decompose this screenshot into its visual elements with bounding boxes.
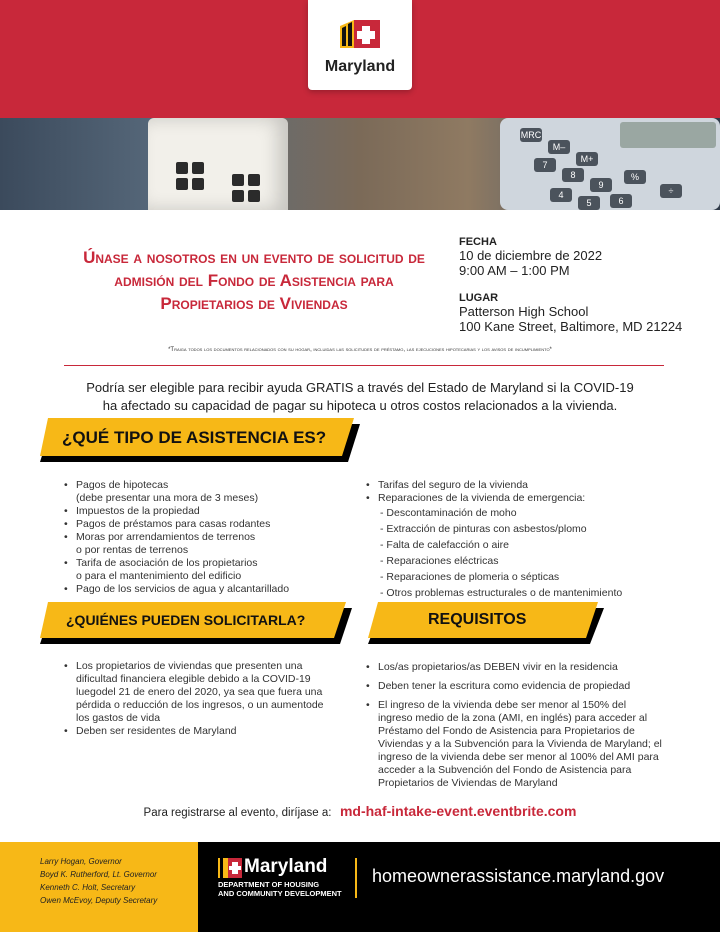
event-title: Únase a nosotros en un evento de solicitud de admisión del Fondo de Asistencia para Propietarios de Viviendas [83,248,425,313]
list-item: • Los propietarios de viviendas que presenten una dificultad financiera elegible debido a la COVID-19 luegodel 21 de enero del 2020, ya sea que fuera una pérdida o reducción de los ingresos, o un aumentode los gastos de vida [64,660,336,725]
list-item: • Pago de los servicios de agua y alcantarillado [64,583,354,596]
repair-item: - Descontaminación de moho [380,507,517,519]
official-name: Larry Hogan, Governor [40,857,122,866]
calc-key: 8 [562,168,584,182]
list-item: • Pagos de hipotecas (debe presentar una mora de 3 meses) [64,479,354,505]
assistance-left-list [64,479,354,596]
list-item: • Deben tener la escritura como evidencia de propiedad [366,680,662,693]
logo-text: Maryland [324,58,396,75]
official-name: Boyd K. Rutherford, Lt. Governor [40,870,157,879]
intro-line: ha afectado su capacidad de pagar su hipoteca u otros costos relacionados a la vivienda. [102,398,618,413]
requirements-heading: REQUISITOS [428,611,527,628]
list-item: • Los/as propietarios/as DEBEN vivir en la residencia [366,661,662,674]
list-item: • Pagos de préstamos para casas rodantes [64,518,354,531]
register-line [60,803,660,821]
maryland-logo [308,0,412,90]
repair-item: - Falta de calefacción o aire [380,539,509,551]
divider [64,365,664,366]
calc-key: M+ [576,152,598,166]
maryland-flag-icon [218,858,242,878]
calc-key: 6 [610,194,632,208]
fecha-date: 10 de diciembre de 2022 [459,248,603,263]
repair-item: - Extracción de pinturas con asbestos/plomo [380,523,587,535]
repair-item: - Reparaciones de plomeria o sépticas [380,571,560,583]
official-name: Kenneth C. Holt, Secretary [40,883,136,892]
maryland-flag-icon [308,0,412,56]
event-details [459,236,709,334]
documents-note: *Traiga todos los documentos relacionados con su hogar, incluidas las solicitudes de préstamo, las ejecuciones hipotecarias y los avisos de incumplimiento* [168,347,552,353]
repair-item: - Otros problemas estructurales o de mantenimiento [380,587,623,599]
register-text: Para registrarse al evento, diríjase a: [143,807,332,819]
list-item: • Tarifa de asociación de los propietarios o para el mantenimiento del edificio [64,557,354,583]
calc-key: 9 [590,178,612,192]
assistance-heading: ¿QUÉ TIPO DE ASISTENCIA ES? [62,428,327,447]
calc-key: M– [548,140,570,154]
intro-line: Podría ser elegible para recibir ayuda GRATIS a través del Estado de Maryland si la COVID-19 [86,380,634,395]
calc-key: 5 [578,196,600,210]
footer-divider [355,858,357,898]
calc-key: 4 [550,188,572,202]
list-item: • Deben ser residentes de Maryland [64,725,336,738]
fecha-label: FECHA [459,236,497,248]
requirements-list [366,661,662,790]
hero-image [0,118,720,210]
who-heading: ¿QUIÉNES PUEDEN SOLICITARLA? [66,612,306,628]
dhcd-dept: DEPARTMENT OF HOUSING AND COMMUNITY DEVELOPMENT [218,880,342,898]
dhcd-brand: Maryland [244,856,328,877]
intro-text [60,379,660,415]
list-item: • El ingreso de la vivienda debe ser menor al 150% del ingreso medio de la zona (AMI, en inglés) para acceder al Préstamo del Fondo de Asistencia para Propietarios de Viviendas y a la Subvención para la Vivienda de Maryland; el ingreso de la vivienda debe ser menor al 100% del AMI para acceder a la Subvención del Fondo de Asistencia para Propietarios de Viviendas de Maryland [366,699,662,790]
officials-list [40,855,157,907]
footer-url[interactable]: homeownerassistance.maryland.gov [372,866,665,886]
list-item: • Moras por arrendamientos de terrenos o por rentas de terrenos [64,531,354,557]
register-link[interactable]: md-haf-intake-event.eventbrite.com [339,803,577,819]
assistance-right-list [366,479,686,601]
list-item: • Reparaciones de la vivienda de emergencia: [366,492,686,505]
lugar-name: Patterson High School [459,304,589,319]
house-model-image [148,118,288,210]
fecha-time: 9:00 AM – 1:00 PM [459,263,570,278]
list-item: • Impuestos de la propiedad [64,505,354,518]
repair-item: - Reparaciones eléctricas [380,555,499,567]
calculator-image [500,118,720,210]
lugar-address: 100 Kane Street, Baltimore, MD 21224 [459,319,683,334]
calc-key: MRC [520,130,542,140]
list-item: • Tarifas del seguro de la vivienda [366,479,686,492]
calc-key: % [624,170,646,184]
calc-key: 7 [534,158,556,172]
lugar-label: LUGAR [459,292,499,304]
official-name: Owen McEvoy, Deputy Secretary [40,896,158,905]
calc-key: ÷ [660,184,682,198]
who-list [64,660,336,738]
